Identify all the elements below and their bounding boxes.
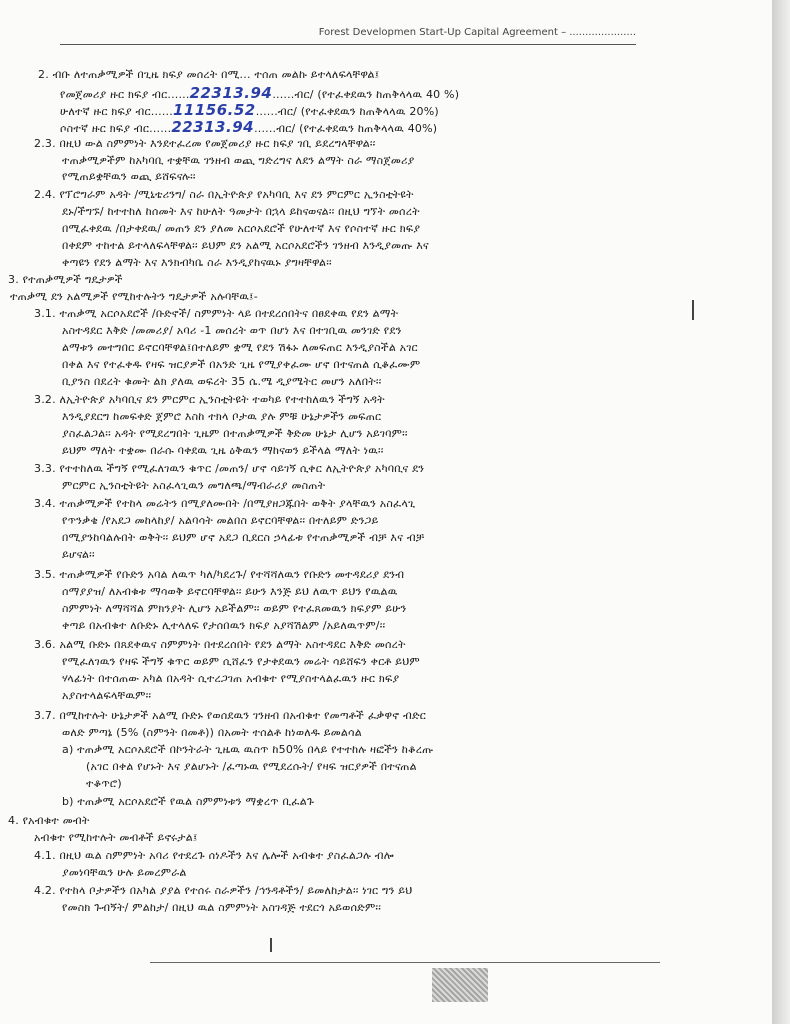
first-installment-suffix: ብር/ (የተፈቀደዉን ከጠቅላላዉ 40 %) (294, 88, 460, 101)
dots: ...... (255, 105, 278, 118)
clause-3-7-line: ወለድ ምጣኔ (5% (ስምንት በመቶ)) በአመት ተሰልቶ ከነወለዱ ይመልሳል (62, 726, 362, 739)
clause-3-2-line: ይህም ማለት ተቋሙ በራሱ ባቀደዉ ጊዜ ዕቅዉን ማከናወን ይችላል ማለት ነዉ፡፡ (62, 444, 384, 457)
clause-4-2: 4.2. የተከላ ቦታዎችን በአካል ያያል የተሰሩ ስራዎችን /ኅንዳቶችን/ ይመለከታል፡፡ ነገር ግን ይህ (34, 884, 413, 897)
clause-2-2-intro: 2. ብቡ ለተጠቃሚዎች በጊዜ ክፍያ መሰረት በሚ... ተሰጠ መልኩ ይተላለፍላቸዋል፤ (38, 68, 380, 81)
page-edge-shadow (772, 0, 790, 1024)
second-installment-suffix: ብር/ (የተፈቀደዉን ከጠቅላላዉ 20%) (277, 105, 439, 118)
clause-3-3: 3.3. የተተከለዉ ችግኝ የሚፈለገዉን ቁጥር /መጠን/ ሆኖ ሳይገኝ ሲቀር ለኢትዮጵያ አካባቢና ደን (34, 462, 425, 475)
stray-mark (270, 938, 272, 952)
clause-3-7: 3.7. በሚከተሉት ሁኔታዎች አልሚ ቡድኑ የወሰደዉን ገንዘብ በአብቁተ የመጣቶች ፈቃዋኖ ብድር (34, 709, 427, 722)
section-4-intro: አብቁተ የሚከተሉት መብቶች ይኖሩታል፤ (34, 831, 198, 844)
clause-3-4-line: የጥንቃቄ /የአደጋ መከላከያ/ አልባሳት መልበስ ይኖርባቸዋል፡፡ በተለይም ድንጋይ (62, 514, 379, 527)
third-installment-row (60, 120, 437, 136)
clause-3-2-line: ያስፈልጋል፡፡ አዳት የሚደረግበት ጊዜም በተጠቃሚዎች ቅድመ ሁኔታ ሊሆን አይገባም፡፡ (62, 427, 408, 440)
clause-2-4-line: በቀደም ተከተል ይተላለፍላቸዋል፡፡ ይህም ደን አልሚ አርሶአደሮችን ገንዘብ እንዲያመጡ እና (62, 239, 429, 252)
second-installment-amount: 11156.52 (172, 101, 256, 119)
clause-2-4-line: ቀጣዩን የደን ልማት እና እንክብካቤ ስራ እንዲያከናዉኑ ያግዛቸዋል፡፡ (62, 256, 332, 269)
second-installment-row (60, 103, 439, 119)
clause-3-4-line: በሚያንከባልሉበት ወቅት፡፡ ይህም ሆኖ አደጋ ቢደርስ ኃላፊቱ የተጠቃሚዎች ብቻ እና ብቻ (62, 531, 425, 544)
section-3-intro: ተጠቃሚ ደን አልሚዎች የሚከተሉትን ግዴታዎች አሉባቸዉ፤- (10, 290, 258, 303)
section-4-heading: 4. የአብቁተ መብት (8, 814, 90, 827)
first-installment-amount: 22313.94 (189, 84, 273, 102)
clause-3-1-line: ቢያንስ በደረት ቁመት ልክ ያለዉ ወፍረት 35 ሴ.ሜ ዲያሜትር መሆን አለበት፡፡ (62, 375, 382, 388)
third-installment-amount: 22313.94 (171, 118, 255, 136)
stamp-mark (432, 968, 488, 1002)
clause-4-1: 4.1. በዚህ ዉል ስምምነት አባሪ የተደረጉ ሰነዶችን እና ሌሎች አብቁተ ያስፈልጋሉ ብሎ (34, 849, 394, 862)
clause-3-5-line: ሰማያያዝ/ ለአብቁቱ ማሳወቅ ይኖርባቸዋል፡፡ ይሁን እንጅ ይህ ለዉጥ ይህን የዉልዉ (62, 585, 398, 598)
clause-3-7-item-b: b) ተጠቃሚ አርሶአደሮች የዉል ስምምነቱን ማቋረጥ ቢፈልጉ (62, 795, 315, 808)
first-installment-row (60, 86, 459, 102)
third-installment-label: ሶስተኛ ዙር ክፍያ ብር (60, 122, 150, 135)
first-installment-label: የመጀመሪያ ዙር ክፍያ ብር (60, 88, 168, 101)
clause-2-4-line: ደኑ/ችግኙ/ ከተተከለ ከሰመት እና ከሁለት ዓመታት በኋላ ይከናወናል፡፡ በዚህ ግኘት መሰረት (62, 205, 420, 218)
clause-2-3-line: የሚጠይቋቸዉን ወጪ ይሸፍናሉ፡፡ (62, 170, 196, 183)
clause-3-2-line: እንዲያደርግ ከመፍቀድ ጀምሮ እስከ ተክላ ቦታዉ ያሉ ምቹ ሁኔታዎችን መፍጠር (62, 410, 382, 423)
dots: ...... (254, 122, 277, 135)
running-header: Forest Developmen Start-Up Capital Agreement – ..................... (318, 27, 636, 38)
clause-3-5-line: ስምምነት ለማሻሻል ምክንያት ሊሆን አይችልም፡፡ ወይም የተፈጸመዉን ክፍያም ይሁን (62, 602, 407, 615)
clause-3-1-line: አስተዳደር እቅድ /መመሪያ/ አባሪ -1 መሰረት ወጥ በሆነ እና በተገቢዉ መንገድ የደን (62, 324, 402, 337)
clause-4-2-line: የመስክ ጉብኝት/ ምልከታ/ በዚህ ዉል ስምምነት አስገዳጅ ተደርጎ አይወሰድም፡፡ (62, 901, 382, 914)
dots: ...... (272, 88, 295, 101)
clause-3-1-line: በቀል እና የተፈቀዱ የዛፍ ዝርያዎች በአንድ ጊዜ የሚያቀፈሙ ሆኖ በተናጠል ሲቆፈሙም (62, 358, 421, 371)
dots: ...... (167, 88, 190, 101)
clause-3-6-line: የሚፈለገዉን የዛፍ ችግኝ ቁጥር ወይም ሲሸፈን የታቀደዉን መሬት ሳይሸፍን ቀርቶ ይህም (62, 655, 420, 668)
second-installment-label: ሁለተኛ ዙር ክፍያ ብር (60, 105, 151, 118)
clause-2-4-line: በሚፈቀደዉ /በታቀደዉ/ መጠን ደን ያለመ አርሶአደሮች የሁለተኛ እና የሶስተኛ ዙር ክፍያ (62, 222, 421, 235)
clause-2-4: 2.4. የፕሮግራም አዳት /ሚኒቴሪንግ/ ስራ በኢትዮጵያ የአካባቢ እና ደን ምርምር ኢንስቲትዩት (34, 188, 414, 201)
clause-3-7-item-a: a) ተጠቃሚ አርሶአደሮች በኮንትራት ጊዜዉ ዉስጥ ከ50% በላይ የተተከሉ ዛፎችን ከቆረጡ (62, 743, 434, 756)
clause-3-6: 3.6. አልሚ ቡድኑ በጸደቀዉና ስምምነት በተደረሰበት የደን ልማት አስተዳደር እቅድ መሰረት (34, 638, 406, 651)
clause-3-5-line: ቀጣይ በአብቁተ ለቡድኑ ሊተላለፍ የታሰበዉን ክፍያ አያሻሽልም /አይለዉጥም/፡፡ (62, 619, 386, 632)
clause-3-4-line: ይሆናል፡፡ (62, 548, 95, 561)
header-rule (60, 44, 636, 45)
margin-mark (692, 300, 694, 320)
clause-3-6-line: ሃላፊነት በተሰጠው አካል በአዳት ሲተረጋገጠ አብቁተ የሚያስተላልፈዉን ዙር ክፍያ (62, 672, 400, 685)
clause-3-7-item-a-line: ተቆጥሮ) (86, 777, 122, 790)
footer-rule (150, 962, 660, 963)
clause-2-3: 2.3. በዚህ ውል ስምምነት እንደተፈረመ የመጀመሪያ ዙር ክፍያ ገቢ ይደረግላቸዋል፡፡ (34, 137, 376, 150)
clause-3-4: 3.4. ተጠቃሚዎች የተከላ መሬትን በሚያለሙበት /በሚያዘጋጁበት ወቅት ያላቸዉን አስፈላጊ (34, 497, 416, 510)
section-3-heading: 3. የተጠቃሚዎች ግዴታዎች (8, 273, 123, 286)
clause-4-1-line: ያመነባቸዉን ሁሉ ይመረምራል (62, 866, 187, 879)
clause-3-3-line: ምርምር ኢንስቲትዩት አስፈላጊዉን መግለጫ/ማብራሪያ መስጠት (62, 479, 326, 492)
clause-3-2: 3.2. ለኢትዮጵያ አካባቢና ደን ምርምር ኢንስቲትዩት ተወካይ የተተከለዉን ችግኝ አዳት (34, 393, 385, 406)
clause-3-7-item-a-line: (አገር በቀል የሆኑት እና ያልሆኑት /ፈጣኑዉ የሚደረሱት/ የዛፍ ዝርያዎች በተናጠል (86, 760, 417, 773)
third-installment-suffix: ብር/ (የተፈቀደዉን ከጠቅላላዉ 40%) (276, 122, 438, 135)
clause-3-1-line: ልማቱን መተግበር ይኖርባቸዋል፤በተለይም ቋሚ የደን ሽፋኑ ለመፍጠር እንዲያስችል አገር (62, 341, 418, 354)
dots: ...... (149, 122, 172, 135)
clause-2-3-line: ተጠቃሚዎችም ከአካባቢ ተቋቸዉ ገንዘብ ወጪ ግድረግና ለደን ልማት ስራ ማስጀመሪያ (62, 154, 415, 167)
dots: ...... (150, 105, 173, 118)
clause-3-1: 3.1. ተጠቃሚ አርሶአደሮች /ቡድኖች/ ስምምነት ላይ በተደረሰበትና በፀደቀዉ የደን ልማት (34, 307, 399, 320)
clause-3-5: 3.5. ተጠቃሚዎች የቡድን አባል ለዉጥ ካለ/ካደረጉ/ የተሻሻለዉን የቡድን መተዳደሪያ ደንብ (34, 568, 405, 581)
clause-3-6-line: አያስተላልፍላቸዉም፡፡ (62, 689, 152, 702)
